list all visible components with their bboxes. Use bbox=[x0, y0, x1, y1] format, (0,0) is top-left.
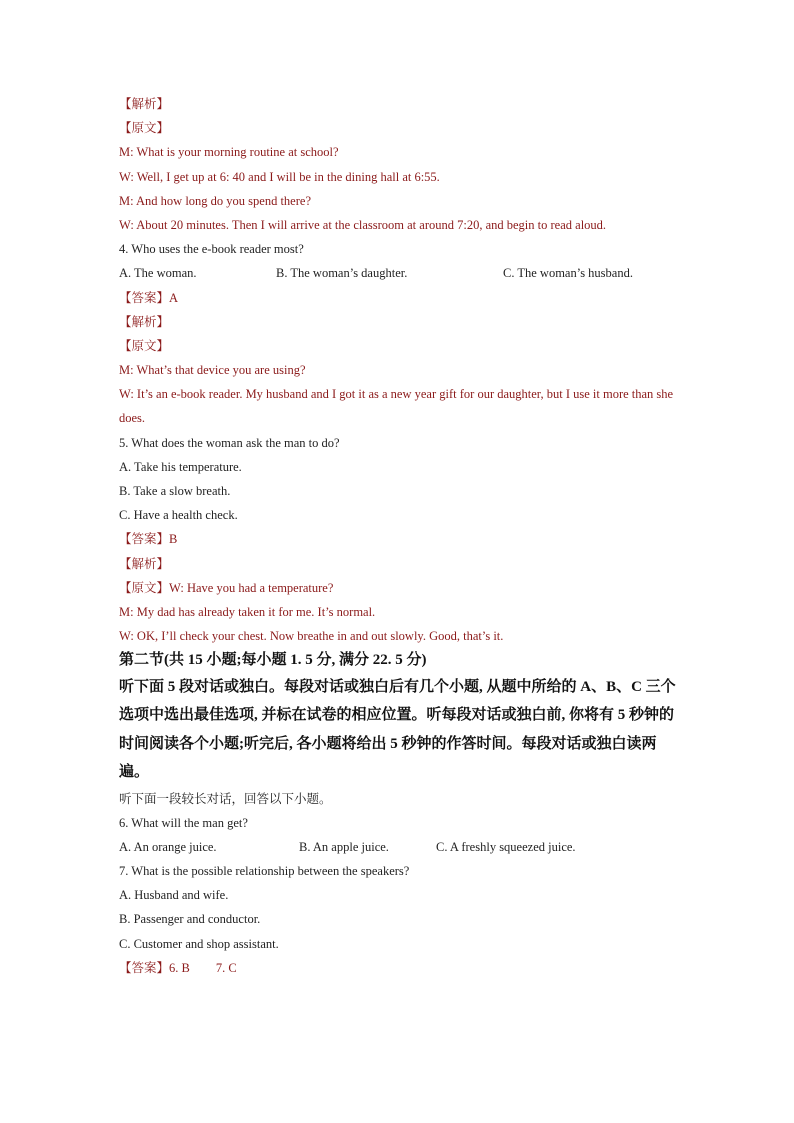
dialogue-line: M: And how long do you spend there? bbox=[119, 193, 311, 208]
section-instructions: 听下面 5 段对话或独白。每段对话或独白后有几个小题, 从题中所给的 A、B、C 三个选项中选出最佳选项, 并标在试卷的相应位置。听每段对话或独白前, 你将有 5 秒钟的时间阅读各个小题;听完后, 各小题将给出 5 秒钟的作答时间。每段对话或独白读两遍。 bbox=[119, 678, 676, 781]
answer-label: 【答案】 bbox=[119, 960, 170, 975]
question-4: 4. Who uses the e-book reader most? bbox=[119, 242, 304, 257]
q5-option-a: A. Take his temperature. bbox=[119, 459, 242, 474]
answers-6-7 bbox=[119, 956, 679, 980]
answer-value: B bbox=[169, 532, 178, 547]
q7-option-b: B. Passenger and conductor. bbox=[119, 912, 261, 927]
q4-options bbox=[119, 261, 679, 285]
question-5: 5. What does the woman ask the man to do? bbox=[119, 435, 340, 450]
question-6: 6. What will the man get? bbox=[119, 815, 248, 830]
answer-value: A bbox=[169, 290, 179, 305]
dialogue-paragraph: W: It’s an e-book reader. My husband and I got it as a new year gift for our daughter, but I use it more than she does. bbox=[119, 387, 674, 426]
analysis-label: 【解析】 bbox=[119, 97, 170, 111]
q4-answer bbox=[119, 286, 679, 310]
dialogue-line: W: Have you had a temperature? bbox=[169, 580, 334, 595]
dialogue-line: W: Well, I get up at 6: 40 and I will be in the dining hall at 6:55. bbox=[119, 169, 440, 184]
answer-label: 【答案】 bbox=[119, 290, 170, 305]
section-lead: 听下面一段较长对话，回答以下小题。 bbox=[119, 791, 332, 806]
answer-label: 【答案】 bbox=[119, 532, 170, 547]
q5-answer bbox=[119, 527, 679, 551]
q4-option-c: C. The woman’s husband. bbox=[503, 266, 633, 281]
analysis-label: 【解析】 bbox=[119, 314, 170, 329]
original-label: 【原文】 bbox=[119, 121, 170, 136]
dialogue-line: M: What’s that device you are using? bbox=[119, 363, 306, 378]
section-title: 第二节(共 15 小题;每小题 1. 5 分, 满分 22. 5 分) bbox=[119, 652, 427, 669]
answer-7: 7. C bbox=[215, 960, 237, 975]
dialogue-line: M: What is your morning routine at school? bbox=[119, 145, 339, 160]
original-with-dialogue bbox=[119, 576, 679, 600]
answer-6: 6. B bbox=[169, 960, 190, 975]
q6-option-b: B. An apple juice. bbox=[299, 839, 389, 854]
q4-option-b: B. The woman’s daughter. bbox=[276, 266, 408, 281]
q5-option-b: B. Take a slow breath. bbox=[119, 484, 231, 499]
q6-option-c: C. A freshly squeezed juice. bbox=[436, 839, 576, 854]
q6-options bbox=[119, 835, 679, 859]
original-label: 【原文】 bbox=[119, 580, 170, 595]
dialogue-line: W: About 20 minutes. Then I will arrive at the classroom at around 7:20, and begin to read aloud. bbox=[119, 217, 607, 232]
analysis-label: 【解析】 bbox=[119, 556, 170, 571]
original-label: 【原文】 bbox=[119, 338, 170, 353]
q7-option-c: C. Customer and shop assistant. bbox=[119, 936, 279, 951]
q6-option-a: A. An orange juice. bbox=[119, 839, 217, 854]
document-page bbox=[119, 92, 679, 980]
q7-option-a: A. Husband and wife. bbox=[119, 888, 229, 903]
dialogue-line: M: My dad has already taken it for me. It’s normal. bbox=[119, 604, 376, 619]
q5-option-c: C. Have a health check. bbox=[119, 508, 238, 523]
dialogue-line: W: OK, I’ll check your chest. Now breathe in and out slowly. Good, that’s it. bbox=[119, 629, 504, 644]
q4-option-a: A. The woman. bbox=[119, 266, 197, 281]
question-7: 7. What is the possible relationship between the speakers? bbox=[119, 864, 410, 879]
